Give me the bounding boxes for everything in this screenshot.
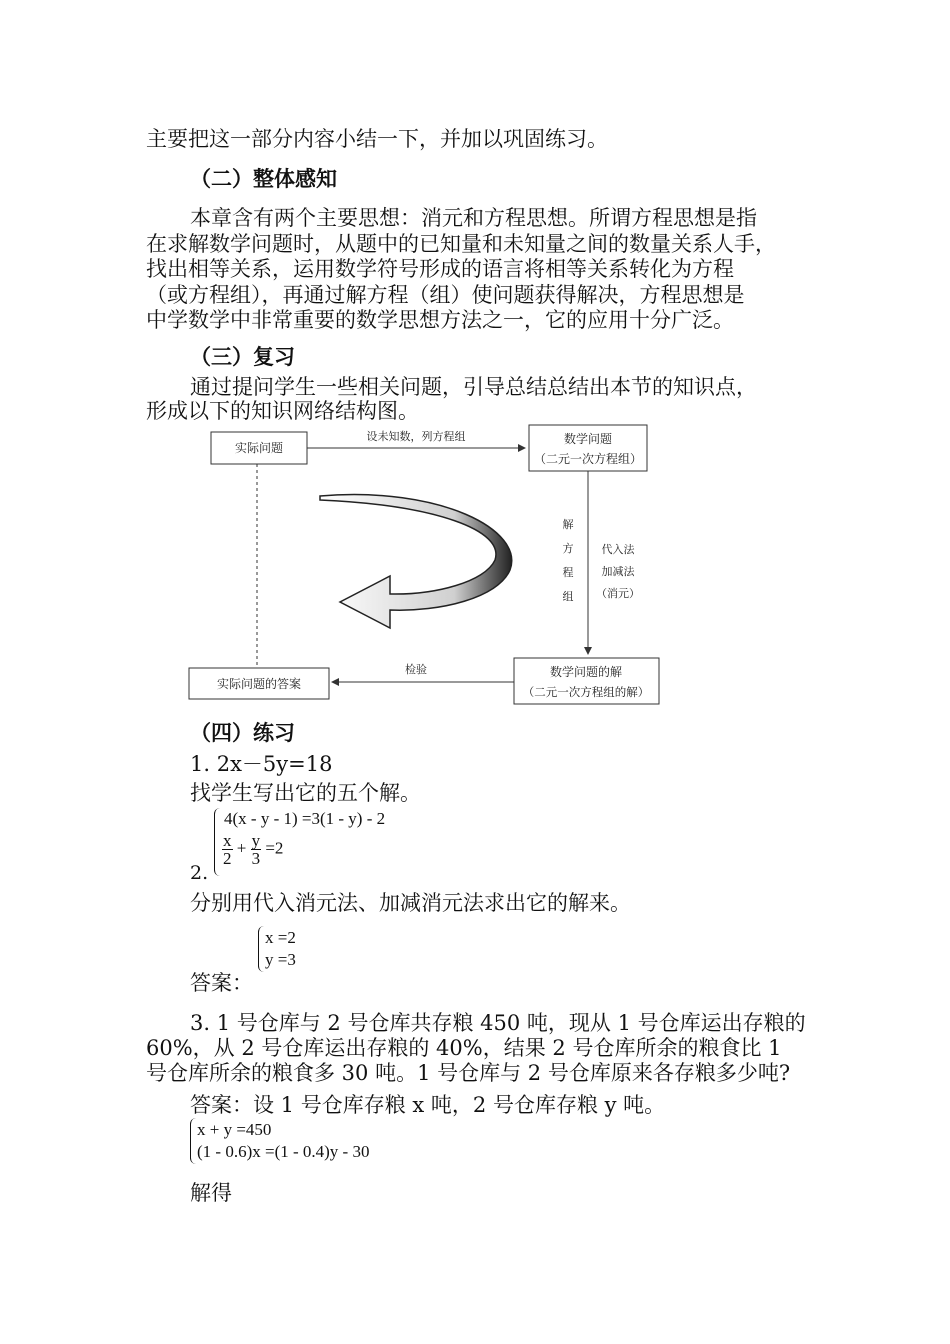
exercise-2-instruction: 分别用代入消元法、加减消元法求出它的解来。 — [190, 891, 631, 915]
solve-char-3: 程 — [562, 566, 574, 579]
exercise-3-answer: 答案：设 1 号仓库存粮 x 吨，2 号仓库存粮 y 吨。 — [190, 1093, 666, 1117]
exercise-1-equation: 1. 2x－5y=18 — [190, 752, 333, 776]
box-real-answer-label: 实际问题的答案 — [216, 677, 302, 691]
section-heading-2: （二）整体感知 — [190, 166, 337, 191]
curved-arrow-icon — [320, 495, 512, 628]
exercise-3-line: 60%，从 2 号仓库运出存粮的 40%，结果 2 号仓库所余的粮食比 1 — [146, 1036, 782, 1060]
solve-char-4: 组 — [562, 590, 574, 603]
system-2-eq2: (1 - 0.6)x =(1 - 0.4)y - 30 — [197, 1142, 370, 1161]
knowledge-network-diagram — [180, 420, 670, 715]
exercise-2-answer-label: 答案： — [190, 971, 253, 995]
frac-y-num: y — [251, 831, 261, 850]
box-math-problem-line1: 数学问题 — [563, 432, 613, 446]
intro-tail: 主要把这一部分内容小结一下，并加以巩固练习。 — [146, 127, 608, 151]
frac-x-den: 2 — [223, 849, 232, 868]
paragraph-line: 本章含有两个主要思想：消元和方程思想。所谓方程思想是指 — [190, 206, 757, 230]
exercise-3-solve-label: 解得 — [190, 1181, 232, 1205]
exercise-3-line: 3. 1 号仓库与 2 号仓库共存粮 450 吨，现从 1 号仓库运出存粮的 — [190, 1011, 806, 1035]
frac-x-num: x — [223, 831, 232, 850]
system-1-brace — [214, 808, 221, 876]
paragraph-line: （或方程组），再通过解方程（组）使问题获得解决，方程思想是 — [146, 283, 745, 307]
plus-sign: + — [236, 838, 247, 858]
exercise-1-instruction: 找学生写出它的五个解。 — [190, 781, 421, 805]
paragraph-line: 形成以下的知识网络结构图。 — [146, 399, 419, 423]
system-1-eq1: 4(x - y - 1) =3(1 - y) - 2 — [224, 809, 386, 828]
box-math-solution-line1: 数学问题的解 — [549, 665, 623, 679]
solve-char-2: 方 — [562, 542, 574, 555]
frac-y-den: 3 — [251, 849, 261, 868]
paragraph-line: 通过提问学生一些相关问题，引导总结总结出本节的知识点， — [190, 375, 757, 399]
section-heading-3: （三）复习 — [190, 344, 295, 369]
rhs-value: =2 — [265, 838, 284, 858]
method-elimination: 加减法 — [601, 565, 635, 578]
system-2-brace — [190, 1118, 196, 1164]
box-real-problem-label: 实际问题 — [234, 441, 284, 455]
paragraph-line: 中学数学中非常重要的数学思想方法之一，它的应用十分广泛。 — [146, 308, 734, 332]
box-math-solution-line2: （二元一次方程组的解） — [522, 685, 650, 699]
paragraph-line: 找出相等关系，运用数学符号形成的语言将相等关系转化为方程 — [146, 257, 734, 281]
answer-1-eq2: y =3 — [265, 950, 296, 969]
system-2-eq1: x + y =450 — [197, 1120, 272, 1139]
solve-char-1: 解 — [562, 518, 574, 531]
arrow-check-label: 检验 — [405, 663, 427, 676]
answer-1-brace — [258, 926, 264, 972]
section-heading-4: （四）练习 — [190, 720, 295, 745]
paragraph-line: 在求解数学问题时，从题中的已知量和未知量之间的数量关系人手， — [146, 232, 776, 256]
box-math-problem-line2: （二元一次方程组） — [533, 452, 643, 466]
exercise-2-number: 2. — [190, 862, 209, 884]
method-substitution: 代入法 — [601, 543, 635, 556]
answer-1-eq1: x =2 — [265, 928, 296, 947]
system-1-eq2 — [222, 832, 283, 867]
exercise-3-line: 号仓库所余的粮食多 30 吨。1 号仓库与 2 号仓库原来各存粮多少吨? — [146, 1061, 791, 1085]
method-note: （消元） — [596, 587, 640, 600]
arrow-set-unknowns-label: 设未知数，列方程组 — [366, 430, 466, 443]
